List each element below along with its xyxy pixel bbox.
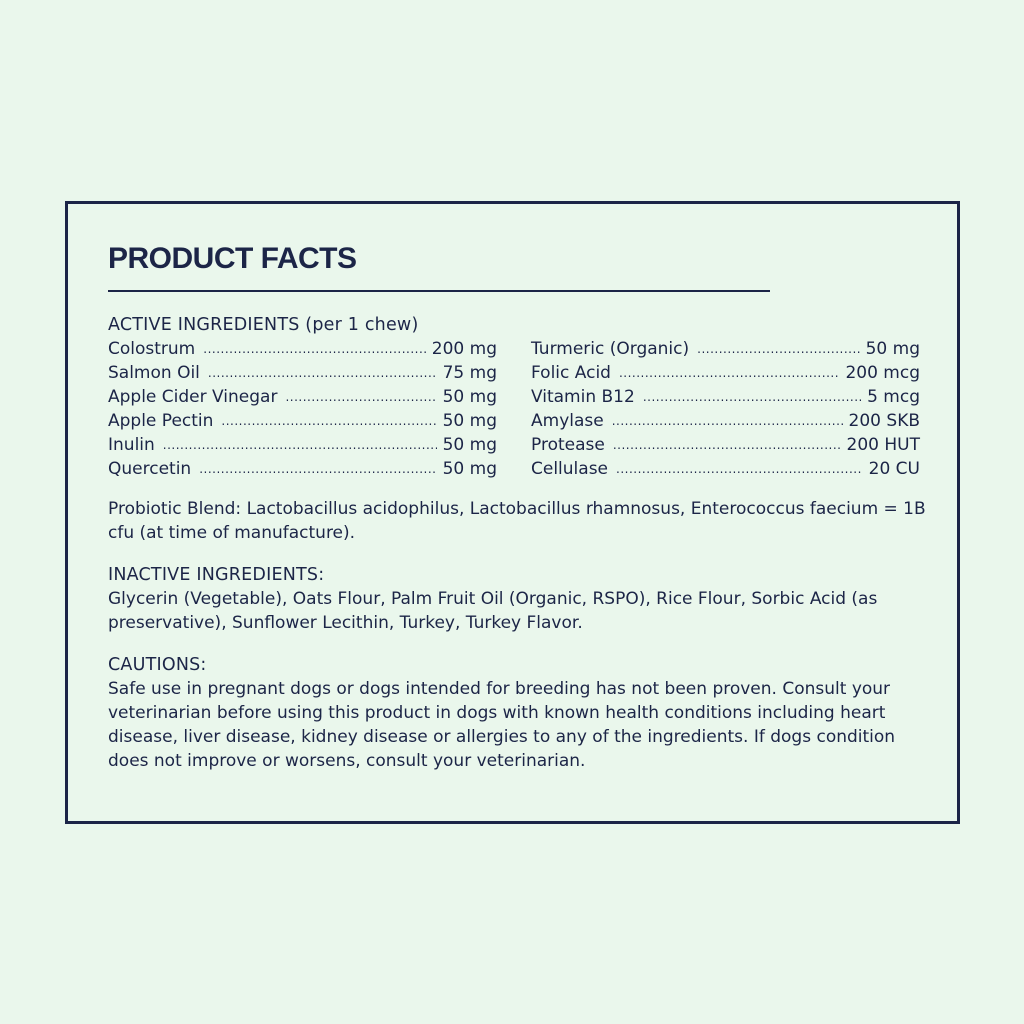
spacer <box>108 481 928 497</box>
ingredient-row <box>108 457 497 481</box>
title-divider <box>108 290 770 292</box>
ingredient-amount: 200 SKB <box>848 411 920 431</box>
inactive-ingredients-heading: INACTIVE INGREDIENTS: <box>108 565 325 585</box>
ingredient-row <box>108 433 497 457</box>
ingredient-name: Colostrum <box>108 339 196 359</box>
dot-leader <box>697 337 859 361</box>
ingredient-row <box>531 433 920 457</box>
ingredient-row <box>531 361 920 385</box>
ingredient-amount: 50 mg <box>442 387 497 407</box>
active-ingredients-heading: ACTIVE INGREDIENTS (per 1 chew) <box>108 315 419 335</box>
dot-leader <box>285 385 436 409</box>
ingredient-amount: 200 mg <box>431 339 497 359</box>
ingredient-row <box>108 409 497 433</box>
dot-leader <box>208 361 437 385</box>
ingredient-name: Apple Pectin <box>108 411 214 431</box>
facts-body <box>108 313 928 773</box>
ingredient-amount: 200 mcg <box>845 363 920 383</box>
ingredient-row <box>531 457 920 481</box>
cautions-heading: CAUTIONS: <box>108 655 207 675</box>
product-facts-panel <box>65 201 960 824</box>
ingredient-row <box>108 361 497 385</box>
ingredient-name: Inulin <box>108 435 155 455</box>
dot-leader <box>613 433 841 457</box>
ingredient-name: Salmon Oil <box>108 363 200 383</box>
dot-leader <box>619 361 839 385</box>
spacer <box>108 545 928 563</box>
probiotic-blend-text: Probiotic Blend: Lactobacillus acidophilus, Lactobacillus rhamnosus, Enterococcus faecium = 1B cfu (at time of manufacture). <box>108 499 926 543</box>
active-ingredients-right-column <box>531 337 920 481</box>
ingredient-name: Quercetin <box>108 459 192 479</box>
ingredient-amount: 50 mg <box>442 459 497 479</box>
inactive-ingredients-text: Glycerin (Vegetable), Oats Flour, Palm Fruit Oil (Organic, RSPO), Rice Flour, Sorbic Acid (as preservative), Sunflower Lecithin, Turkey, Turkey Flavor. <box>108 589 878 633</box>
ingredient-name: Turmeric (Organic) <box>531 339 690 359</box>
dot-leader <box>199 457 436 481</box>
ingredient-amount: 50 mg <box>865 339 920 359</box>
ingredient-amount: 50 mg <box>442 411 497 431</box>
ingredient-row <box>531 385 920 409</box>
ingredient-row <box>531 337 920 361</box>
ingredient-row <box>108 385 497 409</box>
ingredient-name: Protease <box>531 435 605 455</box>
ingredient-name: Amylase <box>531 411 604 431</box>
dot-leader <box>616 457 863 481</box>
active-ingredients-columns <box>108 337 928 481</box>
ingredient-row <box>108 337 497 361</box>
ingredient-amount: 20 CU <box>868 459 920 479</box>
ingredient-amount: 5 mcg <box>867 387 920 407</box>
dot-leader <box>643 385 861 409</box>
ingredient-name: Folic Acid <box>531 363 611 383</box>
spacer <box>108 635 928 653</box>
panel-title: PRODUCT FACTS <box>108 242 357 275</box>
ingredient-row <box>531 409 920 433</box>
ingredient-amount: 200 HUT <box>846 435 920 455</box>
dot-leader <box>163 433 437 457</box>
ingredient-amount: 50 mg <box>442 435 497 455</box>
ingredient-name: Apple Cider Vinegar <box>108 387 278 407</box>
cautions-text: Safe use in pregnant dogs or dogs intended for breeding has not been proven. Consult your veterinarian before using this product in dogs with known health conditions including heart disease, liver disease, kidney disease or allergies to any of the ingredients. If dogs condition does not improve or worsens, consult your veterinarian. <box>108 679 896 771</box>
dot-leader <box>203 337 426 361</box>
ingredient-name: Vitamin B12 <box>531 387 635 407</box>
ingredient-amount: 75 mg <box>442 363 497 383</box>
dot-leader <box>221 409 436 433</box>
ingredient-name: Cellulase <box>531 459 609 479</box>
active-ingredients-left-column <box>108 337 497 481</box>
dot-leader <box>612 409 843 433</box>
